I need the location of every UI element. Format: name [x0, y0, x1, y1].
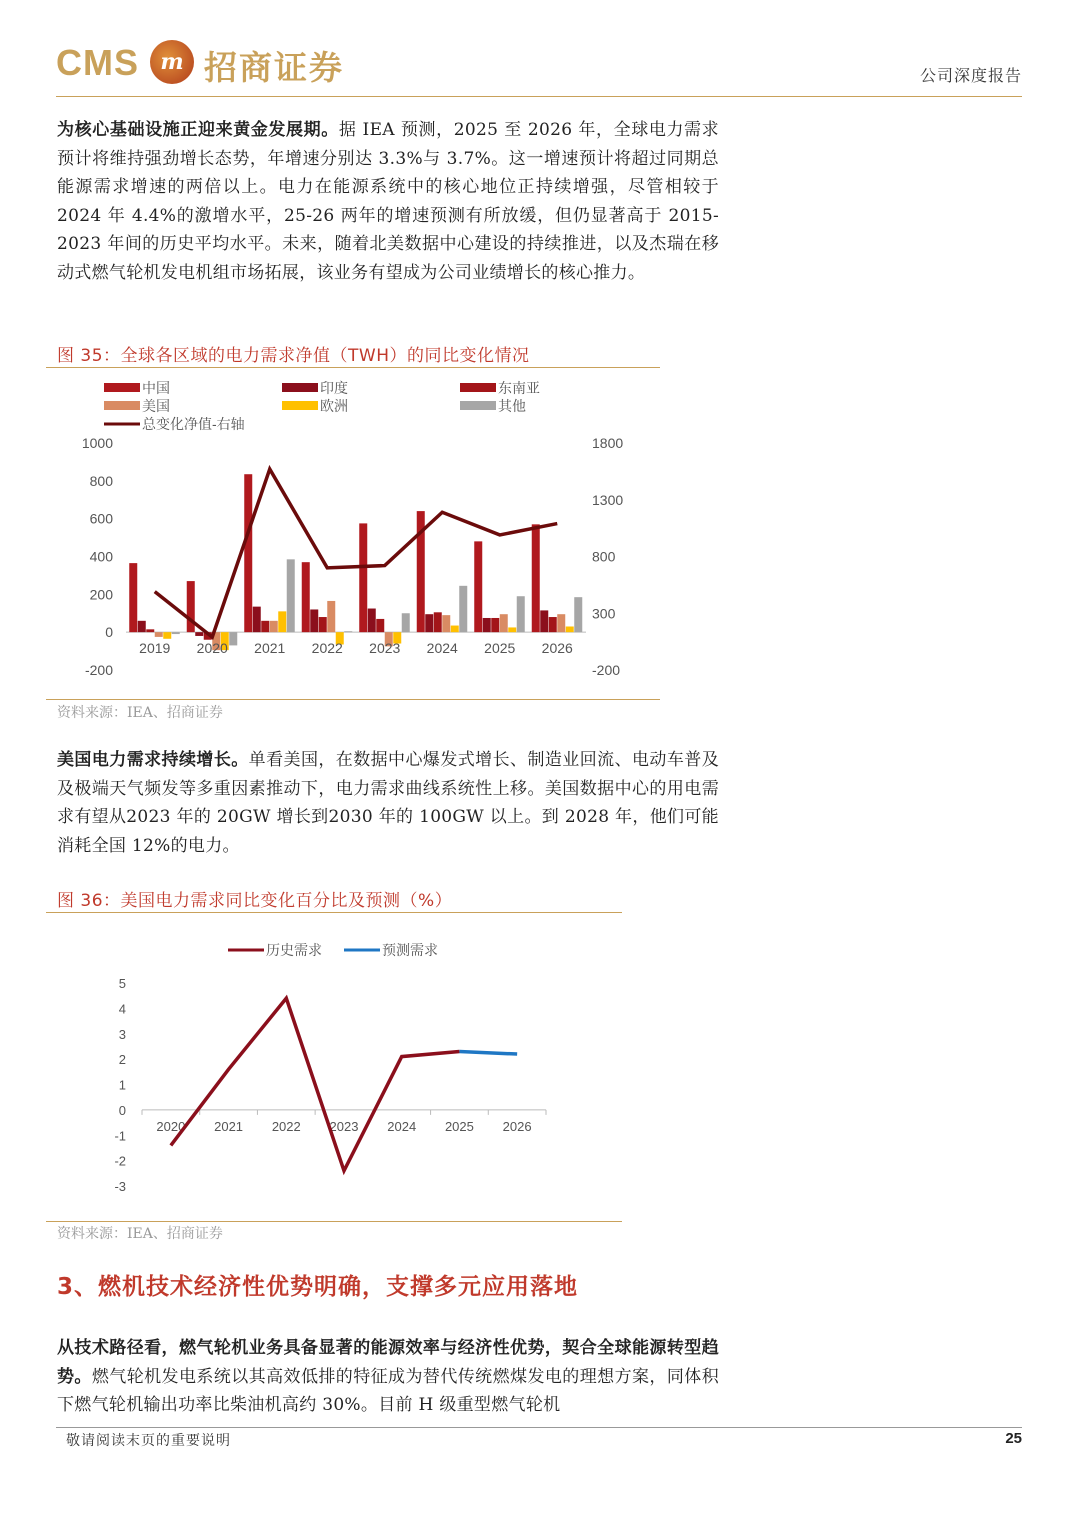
series-line-预测需求: [459, 1052, 517, 1055]
legend-label: 总变化净值-右轴: [142, 416, 245, 432]
legend-label: 中国: [142, 380, 170, 396]
figure-35-chart: [46, 372, 660, 697]
section-heading: 3、燃机技术经济性优势明确，支撑多元应用落地: [57, 1274, 579, 1300]
paragraph-1-lead: 为核心基础设施正迎来黄金发展期。: [57, 120, 339, 140]
y-tick-label: -200: [84, 662, 113, 678]
paragraph-3: [57, 1334, 719, 1420]
logo-chinese-text: 招商证券: [204, 48, 344, 87]
bar-印度: [138, 621, 146, 632]
bar-欧洲: [508, 627, 516, 632]
legend-swatch: [460, 401, 496, 410]
x-tick-label: 2023: [329, 1118, 359, 1134]
legend-label: 预测需求: [382, 942, 438, 958]
legend-label: 印度: [320, 380, 348, 396]
series-line-历史需求: [171, 998, 460, 1171]
bar-美国: [442, 615, 450, 632]
y2-tick-label: 1300: [592, 491, 624, 508]
bar-其他: [172, 632, 180, 634]
y-tick-label: 0: [105, 624, 113, 641]
bar-其他: [459, 586, 467, 632]
y-tick-label: 1000: [81, 435, 113, 451]
legend-label: 美国: [142, 398, 170, 414]
bar-印度: [425, 614, 433, 632]
y-tick-label: 4: [118, 1001, 126, 1017]
bar-欧洲: [278, 611, 286, 632]
bar-其他: [574, 597, 582, 632]
x-tick-label: 2025: [484, 640, 516, 657]
x-tick-label: 2025: [444, 1118, 474, 1134]
paragraph-2: [57, 746, 719, 860]
x-tick-label: 2024: [387, 1118, 417, 1134]
y-tick-label: 1: [118, 1077, 126, 1093]
page-number: 25: [1005, 1430, 1022, 1447]
bar-其他: [517, 596, 525, 632]
bar-欧洲: [163, 632, 171, 639]
legend-label: 东南亚: [498, 380, 540, 396]
x-tick-label: 2022: [311, 640, 343, 657]
x-tick-label: 2026: [541, 640, 573, 657]
bar-其他: [402, 613, 410, 632]
y2-tick-label: 1800: [592, 435, 624, 451]
legend-label: 欧洲: [320, 398, 348, 414]
bar-美国: [327, 601, 335, 632]
paragraph-2-body: 单看美国，在数据中心爆发式增长、制造业回流、电动车普及及极端天气频发等多重因素推动下，电力需求曲线系统性上移。美国数据中心的用电需求有望从2023 年的 20GW 增长到2030 年的 100GW 以上。到 2028 年，他们可能消耗全国 12%的电力。: [57, 750, 719, 856]
y-tick-label: 3: [118, 1026, 126, 1042]
figure-36-source: 资料来源：IEA、招商证券: [57, 1226, 223, 1242]
figure-35-source: 资料来源：IEA、招商证券: [57, 705, 223, 721]
paragraph-2-lead: 美国电力需求持续增长。: [57, 750, 249, 770]
bar-其他: [229, 632, 237, 645]
bar-中国: [532, 524, 540, 632]
y2-tick-label: 800: [592, 548, 616, 565]
bar-美国: [500, 614, 508, 632]
figure-36-chart: [46, 930, 622, 1215]
bar-东南亚: [261, 621, 269, 632]
paragraph-3-lead: 从技术路径看，燃气轮机业务具备显著的能源效率与经济性优势，契合全球能源转型趋势。: [57, 1338, 719, 1387]
footer-note: 敬请阅读末页的重要说明: [66, 1433, 231, 1449]
figure-36-title: 图 36：美国电力需求同比变化百分比及预测（%）: [57, 891, 453, 911]
x-tick-label: 2023: [369, 640, 401, 657]
bar-其他: [344, 631, 352, 632]
bar-东南亚: [376, 619, 384, 632]
figure-36-top-rule: [46, 912, 622, 913]
bar-印度: [253, 607, 261, 633]
bar-中国: [129, 563, 137, 632]
x-tick-label: 2020: [156, 1118, 186, 1134]
legend-swatch: [460, 383, 496, 392]
legend-swatch: [282, 383, 318, 392]
report-type-label: 公司深度报告: [919, 66, 1022, 85]
bar-印度: [310, 609, 318, 632]
bar-中国: [244, 474, 252, 632]
bar-美国: [557, 614, 565, 632]
bar-东南亚: [434, 612, 442, 632]
x-tick-label: 2021: [214, 1118, 244, 1134]
y-tick-label: 2: [118, 1052, 126, 1068]
y-tick-label: 5: [118, 976, 126, 991]
y-tick-label: 0: [118, 1102, 126, 1118]
figure-35-title: 图 35：全球各区域的电力需求净值（TWH）的同比变化情况: [57, 346, 530, 366]
y-tick-label: -3: [114, 1179, 126, 1194]
bar-中国: [302, 562, 310, 632]
bar-印度: [540, 610, 548, 632]
bar-印度: [195, 632, 203, 636]
figure-35-top-rule: [46, 367, 660, 368]
y-tick-label: -2: [114, 1153, 126, 1169]
bar-欧洲: [451, 626, 459, 633]
bar-其他: [287, 559, 295, 632]
header-divider: [56, 96, 1022, 97]
bar-印度: [368, 609, 376, 633]
y2-tick-label: 300: [592, 605, 616, 622]
bar-美国: [270, 621, 278, 632]
total-change-line: [155, 469, 558, 637]
x-tick-label: 2021: [254, 640, 286, 657]
paragraph-1: [57, 116, 719, 287]
y-tick-label: 400: [89, 548, 113, 565]
legend-swatch: [104, 401, 140, 410]
bar-中国: [359, 523, 367, 632]
y-tick-label: 800: [89, 472, 113, 489]
x-tick-label: 2020: [196, 640, 228, 657]
x-tick-label: 2022: [271, 1118, 301, 1134]
legend-swatch: [104, 383, 140, 392]
bar-中国: [474, 541, 482, 632]
y2-tick-label: -200: [592, 662, 621, 678]
bar-东南亚: [146, 629, 154, 632]
figure-35-bottom-rule: [46, 699, 660, 700]
company-logo: [56, 38, 356, 88]
bar-欧洲: [566, 626, 574, 632]
footer-divider: [56, 1427, 1022, 1428]
legend-label: 历史需求: [266, 942, 322, 958]
logo-emblem-icon: m: [150, 40, 194, 84]
paragraph-1-body: 据 IEA 预测，2025 至 2026 年，全球电力需求预计将维持强劲增长态势，年增速分别达 3.3%与 3.7%。这一增速预计将超过同期总能源需求增速的两倍以上。电力在能源系统中的核心地位正持续增强，尽管相较于 2024 年 4.4%的激增水平，25-26 两年的增速预测有所放缓，但仍显著高于 2015-2023 年间的历史平均水平。未来，随着北美数据中心建设的持续推进，以及杰瑞在移动式燃气轮机发电机组市场拓展，该业务有望成为公司业绩增长的核心推力。: [57, 120, 719, 283]
bar-东南亚: [319, 617, 327, 632]
x-tick-label: 2026: [502, 1118, 532, 1134]
figure-36-bottom-rule: [46, 1221, 622, 1222]
logo-cms-text: CMS: [56, 42, 139, 83]
x-tick-label: 2019: [139, 640, 171, 657]
bar-美国: [155, 632, 163, 637]
x-tick-label: 2024: [426, 640, 458, 657]
legend-label: 其他: [498, 398, 526, 414]
bar-印度: [483, 618, 491, 632]
y-tick-label: 200: [89, 586, 113, 603]
legend-swatch: [282, 401, 318, 410]
paragraph-3-body: 燃气轮机发电系统以其高效低排的特征成为替代传统燃煤发电的理想方案，同体积下燃气轮机输出功率比柴油机高约 30%。目前 H 级重型燃气轮机: [57, 1366, 719, 1415]
bar-东南亚: [549, 617, 557, 632]
y-tick-label: -1: [114, 1128, 126, 1144]
bar-东南亚: [491, 618, 499, 632]
y-tick-label: 600: [89, 510, 113, 527]
